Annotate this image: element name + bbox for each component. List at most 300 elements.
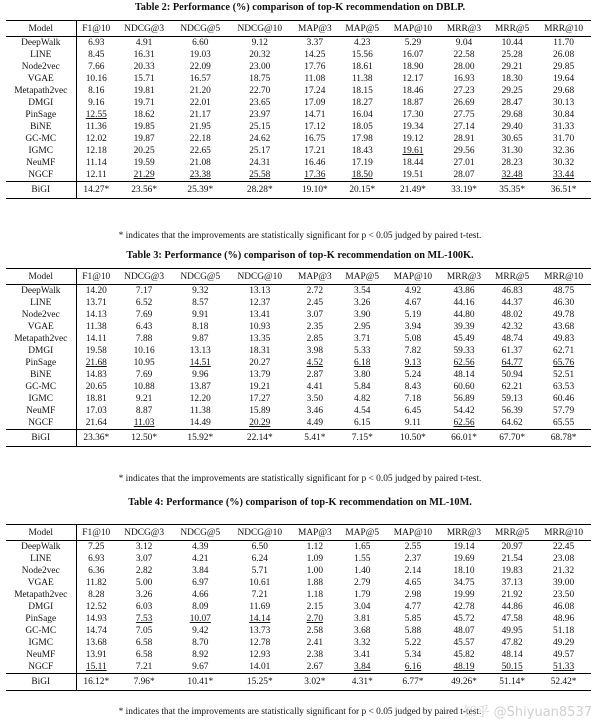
metric-cell: 47.82 bbox=[501, 638, 523, 648]
table-4-note: * indicates that the improvements are statistically significant for p < 0.05 judged by paired t-test. bbox=[118, 707, 482, 717]
model-name-cell: Node2vec bbox=[6, 61, 76, 73]
metric-cell: 19.81 bbox=[133, 86, 155, 96]
metric-cell: 5.84 bbox=[354, 382, 371, 392]
metric-cell: 63.53 bbox=[553, 382, 575, 392]
metric-cell: 1.00 bbox=[306, 566, 324, 576]
metric-cell: 17.76 bbox=[304, 62, 326, 72]
metric-cell: 37.13 bbox=[501, 578, 523, 588]
metric-cell: 17.30 bbox=[402, 110, 424, 120]
best-value-cell: 67.70* bbox=[499, 433, 526, 443]
metric-cell: 9.42 bbox=[192, 626, 209, 636]
metric-cell: 6.15 bbox=[354, 418, 371, 428]
metric-cell: 28.47 bbox=[501, 98, 523, 108]
metric-cell: 12.20 bbox=[189, 394, 211, 404]
metric-cell: 1.09 bbox=[306, 554, 324, 564]
model-name-cell: GC-MC bbox=[6, 133, 76, 145]
metric-cell: 11.38 bbox=[189, 406, 211, 416]
column-header: Model bbox=[6, 525, 76, 541]
metric-cell: 9.11 bbox=[404, 418, 421, 428]
metric-cell: 10.61 bbox=[249, 578, 271, 588]
metric-cell: 4.54 bbox=[354, 406, 371, 416]
model-name-cell: LINE bbox=[6, 49, 76, 61]
column-header: MAP@3 bbox=[298, 271, 332, 282]
metric-cell: 8.09 bbox=[192, 602, 209, 612]
metric-cell: 18.61 bbox=[351, 62, 373, 72]
table-row bbox=[6, 637, 591, 649]
metric-cell: 7.69 bbox=[135, 370, 153, 380]
table-header-row bbox=[6, 525, 591, 541]
second-best-value: 48.19 bbox=[453, 662, 475, 672]
metric-cell: 20.27 bbox=[249, 358, 271, 368]
second-best-value: 12.55 bbox=[85, 110, 107, 120]
metric-cell: 19.21 bbox=[249, 382, 271, 392]
table-row bbox=[6, 417, 591, 430]
best-value-cell: 21.49* bbox=[400, 185, 426, 195]
metric-cell bbox=[116, 417, 172, 430]
column-header: F1@10 bbox=[82, 23, 111, 34]
metric-cell: 5.22 bbox=[404, 638, 422, 648]
second-best-value: 14.51 bbox=[189, 358, 211, 368]
best-value-cell: 36.51* bbox=[550, 185, 577, 195]
metric-cell: 17.27 bbox=[249, 394, 271, 404]
model-name-cell: DeepWalk bbox=[6, 37, 76, 50]
metric-cell: 26.08 bbox=[553, 50, 575, 60]
metric-cell: 23.97 bbox=[249, 110, 271, 120]
metric-cell: 17.12 bbox=[304, 122, 326, 132]
best-value-cell: 49.26* bbox=[451, 677, 477, 687]
metric-cell: 18.31 bbox=[249, 346, 271, 356]
metric-cell: 8.45 bbox=[88, 50, 105, 60]
metric-cell: 18.44 bbox=[402, 158, 424, 168]
metric-cell: 7.05 bbox=[135, 626, 153, 636]
table-row bbox=[6, 145, 591, 157]
second-best-value: 33.44 bbox=[553, 170, 575, 180]
metric-cell: 16.04 bbox=[351, 110, 373, 120]
metric-cell: 12.11 bbox=[85, 170, 107, 180]
metric-cell: 19.64 bbox=[553, 74, 575, 84]
metric-cell: 7.25 bbox=[88, 542, 105, 552]
metric-cell: 22.70 bbox=[249, 86, 271, 96]
metric-cell bbox=[339, 169, 386, 182]
metric-cell: 3.32 bbox=[354, 638, 371, 648]
model-name-cell: GC-MC bbox=[6, 381, 76, 393]
model-name-cell: BiGI bbox=[6, 182, 76, 199]
model-name-cell: Metapath2vec bbox=[6, 333, 76, 345]
metric-cell: 10.88 bbox=[133, 382, 155, 392]
best-value-cell: 66.01* bbox=[451, 433, 477, 443]
model-name-cell: DMGI bbox=[6, 601, 76, 613]
metric-cell: 8.16 bbox=[88, 86, 105, 96]
metric-cell: 9.96 bbox=[192, 370, 209, 380]
second-best-value: 15.11 bbox=[85, 662, 107, 672]
metric-cell: 13.87 bbox=[189, 382, 211, 392]
metric-cell: 1.88 bbox=[306, 578, 324, 588]
metric-cell: 27.14 bbox=[453, 122, 475, 132]
metric-cell: 9.04 bbox=[455, 38, 473, 48]
metric-cell: 21.64 bbox=[85, 418, 107, 428]
metric-cell: 7.88 bbox=[135, 334, 153, 344]
table-row bbox=[6, 49, 591, 61]
metric-cell: 3.26 bbox=[354, 298, 371, 308]
table-3-note: * indicates that the improvements are statistically significant for p < 0.05 judged by paired t-test. bbox=[118, 474, 482, 484]
table-2-caption: Table 2: Performance (%) comparison of top-K recommendation on DBLP. bbox=[134, 2, 466, 13]
metric-cell: 16.07 bbox=[402, 50, 424, 60]
metric-cell: 5.19 bbox=[404, 310, 422, 320]
second-best-value: 32.48 bbox=[501, 170, 523, 180]
best-value-cell: 7.15* bbox=[351, 433, 373, 443]
metric-cell: 3.50 bbox=[306, 394, 324, 404]
best-value-cell: 68.78* bbox=[550, 433, 577, 443]
metric-cell: 2.14 bbox=[404, 566, 422, 576]
metric-cell: 9.16 bbox=[88, 98, 105, 108]
metric-cell: 10.93 bbox=[249, 322, 271, 332]
table-row bbox=[6, 169, 591, 182]
metric-cell: 1.12 bbox=[306, 542, 324, 552]
metric-cell bbox=[339, 357, 386, 369]
metric-cell: 11.36 bbox=[85, 122, 107, 132]
second-best-value: 21.68 bbox=[85, 358, 107, 368]
model-name-cell: BiGI bbox=[6, 430, 76, 447]
metric-cell: 45.82 bbox=[453, 650, 475, 660]
metric-cell: 59.33 bbox=[453, 346, 475, 356]
metric-cell: 3.94 bbox=[404, 322, 422, 332]
best-value-cell: 23.56* bbox=[131, 185, 157, 195]
metric-cell bbox=[76, 109, 116, 121]
metric-cell bbox=[386, 145, 440, 157]
model-name-cell: Metapath2vec bbox=[6, 85, 76, 97]
metric-cell: 11.38 bbox=[351, 74, 373, 84]
metric-cell bbox=[536, 357, 591, 369]
metric-cell: 10.16 bbox=[133, 346, 155, 356]
bigi-row bbox=[6, 182, 591, 199]
metric-cell: 15.56 bbox=[351, 50, 373, 60]
metric-cell: 5.33 bbox=[354, 346, 371, 356]
column-header: MAP@3 bbox=[298, 527, 332, 538]
metric-cell: 6.36 bbox=[88, 566, 105, 576]
metric-cell: 49.78 bbox=[553, 310, 575, 320]
metric-cell: 8.70 bbox=[192, 638, 209, 648]
metric-cell: 31.70 bbox=[553, 134, 575, 144]
table-row bbox=[6, 405, 591, 417]
metric-cell: 45.49 bbox=[453, 334, 475, 344]
metric-cell: 19.99 bbox=[453, 590, 475, 600]
metric-cell: 20.32 bbox=[249, 50, 271, 60]
table-row bbox=[6, 109, 591, 121]
table-row bbox=[6, 357, 591, 369]
table-3 bbox=[6, 268, 591, 447]
metric-cell: 11.69 bbox=[249, 602, 271, 612]
metric-cell: 7.18 bbox=[404, 394, 422, 404]
table-row bbox=[6, 133, 591, 145]
model-name-cell: GC-MC bbox=[6, 625, 76, 637]
table-4-caption: Table 4: Performance (%) comparison of top-K recommendation on ML-10M. bbox=[128, 497, 472, 508]
table-row bbox=[6, 37, 591, 50]
second-best-value: 10.07 bbox=[189, 614, 211, 624]
metric-cell: 4.49 bbox=[306, 418, 324, 428]
metric-cell: 29.21 bbox=[501, 62, 523, 72]
metric-cell: 16.57 bbox=[189, 74, 211, 84]
second-best-value: 19.61 bbox=[402, 146, 424, 156]
metric-cell: 8.57 bbox=[192, 298, 209, 308]
metric-cell: 12.52 bbox=[85, 602, 107, 612]
column-header: MAP@10 bbox=[393, 527, 433, 538]
table-header-row bbox=[6, 269, 591, 285]
metric-cell: 2.41 bbox=[306, 638, 324, 648]
metric-cell: 48.14 bbox=[501, 650, 523, 660]
metric-cell: 29.56 bbox=[453, 146, 475, 156]
metric-cell: 4.91 bbox=[135, 38, 153, 48]
model-name-cell: LINE bbox=[6, 297, 76, 309]
metric-cell bbox=[536, 169, 591, 182]
metric-cell: 4.39 bbox=[192, 542, 209, 552]
metric-cell: 25.28 bbox=[501, 50, 523, 60]
metric-cell: 29.68 bbox=[501, 110, 523, 120]
column-header: NDCG@5 bbox=[180, 527, 221, 538]
best-value-cell: 14.27* bbox=[83, 185, 110, 195]
metric-cell: 61.37 bbox=[501, 346, 523, 356]
metric-cell: 3.71 bbox=[354, 334, 371, 344]
metric-cell: 30.65 bbox=[501, 134, 523, 144]
metric-cell: 18.62 bbox=[133, 110, 155, 120]
metric-cell: 16.93 bbox=[453, 74, 475, 84]
metric-cell: 24.62 bbox=[249, 134, 271, 144]
metric-cell: 27.75 bbox=[453, 110, 475, 120]
metric-cell: 44.80 bbox=[453, 310, 475, 320]
metric-cell: 20.33 bbox=[133, 62, 155, 72]
metric-cell: 4.77 bbox=[404, 602, 422, 612]
metric-cell bbox=[228, 169, 291, 182]
metric-cell: 13.35 bbox=[249, 334, 271, 344]
model-name-cell: Node2vec bbox=[6, 309, 76, 321]
metric-cell: 1.40 bbox=[354, 566, 371, 576]
metric-cell: 21.54 bbox=[501, 554, 523, 564]
metric-cell: 48.75 bbox=[553, 286, 575, 296]
column-header: MRR@10 bbox=[544, 527, 584, 538]
metric-cell: 18.87 bbox=[402, 98, 424, 108]
metric-cell: 9.91 bbox=[192, 310, 209, 320]
metric-cell: 8.43 bbox=[404, 382, 422, 392]
column-header: F1@10 bbox=[82, 271, 111, 282]
metric-cell: 17.98 bbox=[351, 134, 373, 144]
metric-cell: 30.13 bbox=[553, 98, 575, 108]
metric-cell: 5.85 bbox=[404, 614, 422, 624]
column-header: F1@10 bbox=[82, 527, 111, 538]
column-header: NDCG@5 bbox=[180, 271, 221, 282]
metric-cell: 8.92 bbox=[192, 650, 209, 660]
metric-cell: 12.37 bbox=[249, 298, 271, 308]
metric-cell: 19.83 bbox=[501, 566, 523, 576]
metric-cell: 22.65 bbox=[189, 146, 211, 156]
metric-cell: 4.41 bbox=[306, 382, 324, 392]
metric-cell: 3.26 bbox=[135, 590, 153, 600]
metric-cell bbox=[228, 417, 291, 430]
metric-cell: 3.84 bbox=[192, 566, 209, 576]
second-best-value: 17.36 bbox=[304, 170, 326, 180]
best-value-cell: 16.12* bbox=[83, 677, 110, 687]
second-best-value: 2.70 bbox=[306, 614, 324, 624]
metric-cell: 48.02 bbox=[501, 310, 523, 320]
model-name-cell: DMGI bbox=[6, 345, 76, 357]
best-value-cell: 33.19* bbox=[451, 185, 477, 195]
model-name-cell: Node2vec bbox=[6, 565, 76, 577]
metric-cell: 45.72 bbox=[453, 614, 475, 624]
best-value-cell: 15.92* bbox=[187, 433, 214, 443]
metric-cell: 18.27 bbox=[351, 98, 373, 108]
model-name-cell: VGAE bbox=[6, 577, 76, 589]
best-value-cell: 22.14* bbox=[246, 433, 273, 443]
metric-cell: 3.41 bbox=[354, 650, 371, 660]
best-value-cell: 19.10* bbox=[301, 185, 328, 195]
metric-cell: 2.98 bbox=[404, 590, 422, 600]
model-name-cell: DMGI bbox=[6, 97, 76, 109]
metric-cell bbox=[488, 169, 536, 182]
column-header: MAP@5 bbox=[345, 23, 380, 34]
metric-cell: 17.24 bbox=[304, 86, 326, 96]
best-value-cell: 28.28* bbox=[246, 185, 273, 195]
metric-cell: 13.91 bbox=[85, 650, 107, 660]
metric-cell: 30.84 bbox=[553, 110, 575, 120]
metric-cell: 22.01 bbox=[189, 98, 211, 108]
metric-cell: 3.46 bbox=[306, 406, 324, 416]
metric-cell: 43.68 bbox=[553, 322, 575, 332]
metric-cell: 34.75 bbox=[453, 578, 475, 588]
metric-cell: 7.21 bbox=[251, 590, 268, 600]
metric-cell: 65.55 bbox=[553, 418, 575, 428]
metric-cell: 13.79 bbox=[249, 370, 271, 380]
table-row bbox=[6, 321, 591, 333]
metric-cell: 3.07 bbox=[306, 310, 324, 320]
table-row bbox=[6, 61, 591, 73]
metric-cell: 28.91 bbox=[453, 134, 475, 144]
metric-cell: 22.45 bbox=[553, 542, 575, 552]
metric-cell: 1.55 bbox=[354, 554, 371, 564]
table-row bbox=[6, 553, 591, 565]
metric-cell: 28.23 bbox=[501, 158, 523, 168]
metric-cell: 18.15 bbox=[351, 86, 373, 96]
metric-cell: 62.21 bbox=[501, 382, 523, 392]
model-name-cell: LINE bbox=[6, 553, 76, 565]
model-name-cell: NeuMF bbox=[6, 405, 76, 417]
metric-cell: 21.20 bbox=[189, 86, 211, 96]
metric-cell: 22.58 bbox=[453, 50, 475, 60]
second-best-value: 62.56 bbox=[453, 358, 475, 368]
metric-cell: 17.21 bbox=[304, 146, 326, 156]
metric-cell: 15.71 bbox=[133, 74, 155, 84]
bigi-row bbox=[6, 674, 591, 691]
best-value-cell: 10.41* bbox=[187, 677, 214, 687]
table-body bbox=[6, 37, 591, 182]
metric-cell: 3.68 bbox=[354, 626, 371, 636]
metric-cell bbox=[291, 357, 338, 369]
table-row bbox=[6, 333, 591, 345]
metric-cell: 39.39 bbox=[453, 322, 475, 332]
model-name-cell: BiNE bbox=[6, 121, 76, 133]
metric-cell: 24.31 bbox=[249, 158, 271, 168]
metric-cell: 18.46 bbox=[402, 86, 424, 96]
best-value-cell: 6.77* bbox=[402, 677, 424, 687]
second-best-value: 9.13 bbox=[404, 358, 422, 368]
best-value-cell: 25.39* bbox=[187, 185, 214, 195]
model-name-cell: VGAE bbox=[6, 321, 76, 333]
best-value-cell: 7.96* bbox=[133, 677, 155, 687]
model-name-cell: Metapath2vec bbox=[6, 589, 76, 601]
metric-cell: 46.83 bbox=[501, 286, 523, 296]
metric-cell: 6.97 bbox=[192, 578, 209, 588]
table-row bbox=[6, 393, 591, 405]
metric-cell: 3.54 bbox=[354, 286, 371, 296]
metric-cell: 51.18 bbox=[553, 626, 575, 636]
metric-cell: 2.55 bbox=[404, 542, 422, 552]
metric-cell: 19.12 bbox=[402, 134, 424, 144]
best-value-cell: 10.50* bbox=[400, 433, 426, 443]
table-row bbox=[6, 73, 591, 85]
table-row bbox=[6, 297, 591, 309]
metric-cell: 2.15 bbox=[306, 602, 324, 612]
metric-cell: 45.57 bbox=[453, 638, 475, 648]
metric-cell: 4.82 bbox=[354, 394, 371, 404]
metric-cell bbox=[536, 661, 591, 674]
second-best-value: 51.33 bbox=[553, 662, 575, 672]
metric-cell: 2.87 bbox=[306, 370, 324, 380]
metric-cell: 16.75 bbox=[304, 134, 326, 144]
metric-cell bbox=[172, 357, 228, 369]
model-name-cell: DeepWalk bbox=[6, 285, 76, 298]
metric-cell: 31.30 bbox=[501, 146, 523, 156]
column-header: MRR@3 bbox=[446, 271, 482, 282]
metric-cell: 13.13 bbox=[189, 346, 211, 356]
table-row bbox=[6, 565, 591, 577]
metric-cell: 9.67 bbox=[192, 662, 209, 672]
metric-cell: 4.92 bbox=[404, 286, 422, 296]
model-name-cell: PinSage bbox=[6, 357, 76, 369]
metric-cell bbox=[440, 661, 488, 674]
table-row bbox=[6, 285, 591, 298]
metric-cell: 2.95 bbox=[354, 322, 371, 332]
metric-cell: 7.69 bbox=[135, 310, 153, 320]
metric-cell: 62.71 bbox=[553, 346, 575, 356]
column-header: MRR@3 bbox=[446, 527, 482, 538]
metric-cell bbox=[386, 357, 440, 369]
table-body bbox=[6, 541, 591, 674]
metric-cell: 7.66 bbox=[88, 62, 105, 72]
metric-cell: 64.62 bbox=[501, 418, 523, 428]
bigi-row bbox=[6, 430, 591, 447]
table-row bbox=[6, 381, 591, 393]
metric-cell: 21.17 bbox=[189, 110, 211, 120]
metric-cell: 23.00 bbox=[249, 62, 271, 72]
metric-cell: 18.43 bbox=[351, 146, 373, 156]
metric-cell: 11.08 bbox=[304, 74, 326, 84]
second-best-value: 6.16 bbox=[404, 662, 422, 672]
metric-cell: 6.03 bbox=[135, 602, 153, 612]
best-value-cell: 4.31* bbox=[351, 677, 373, 687]
column-header: MAP@5 bbox=[345, 527, 380, 538]
best-value-cell: 3.02* bbox=[304, 677, 326, 687]
metric-cell: 2.85 bbox=[306, 334, 324, 344]
second-best-value: 14.14 bbox=[249, 614, 271, 624]
column-header: NDCG@3 bbox=[124, 23, 165, 34]
metric-cell: 7.82 bbox=[404, 346, 422, 356]
table-row bbox=[6, 369, 591, 381]
second-best-value: 6.18 bbox=[354, 358, 371, 368]
metric-cell: 47.58 bbox=[501, 614, 523, 624]
metric-cell: 2.67 bbox=[306, 662, 324, 672]
metric-cell: 5.24 bbox=[404, 370, 422, 380]
metric-cell: 27.01 bbox=[453, 158, 475, 168]
metric-cell: 11.82 bbox=[85, 578, 107, 588]
metric-cell bbox=[172, 613, 228, 625]
metric-cell: 22.18 bbox=[189, 134, 211, 144]
